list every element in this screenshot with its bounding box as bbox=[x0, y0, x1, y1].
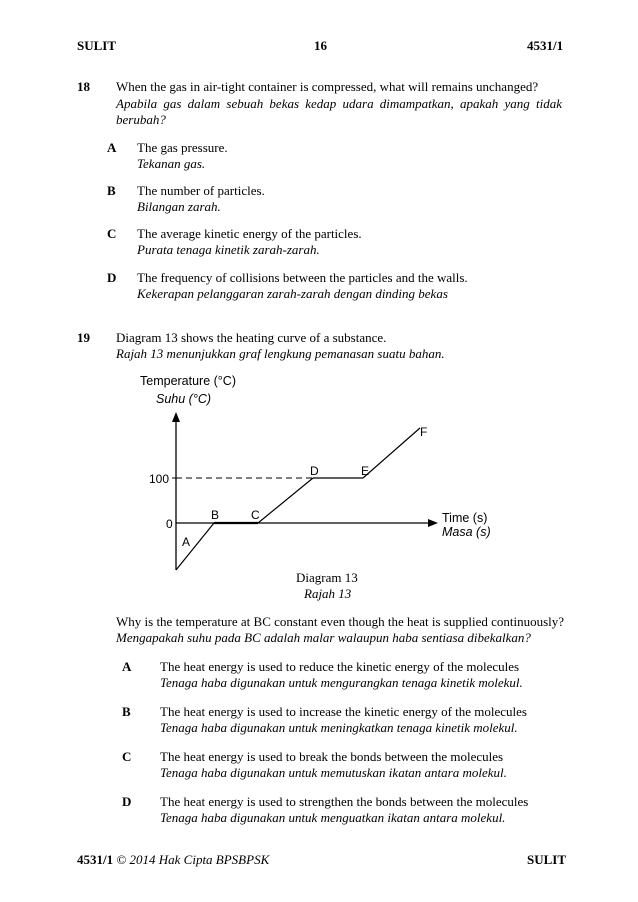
option-text-my: Tekanan gas. bbox=[137, 156, 206, 171]
option-text-en: The heat energy is used to reduce the kinetic energy of the molecules bbox=[160, 659, 520, 674]
y-axis-label-my: Suhu (°C) bbox=[156, 392, 212, 406]
option-text-my: Kekerapan pelanggaran zarah-zarah dengan dinding bekas bbox=[137, 286, 448, 301]
option-letter: B bbox=[107, 183, 116, 198]
x-axis-label: Time (s) bbox=[442, 511, 488, 525]
question-stem-my: Rajah 13 menunjukkan graf lengkung pemanasan suatu bahan. bbox=[116, 346, 445, 361]
header-left: SULIT bbox=[77, 38, 117, 53]
diagram-caption-my: Rajah 13 bbox=[304, 586, 352, 601]
page-number: 16 bbox=[314, 38, 327, 53]
option-letter: A bbox=[107, 140, 117, 155]
option-letter: C bbox=[122, 749, 132, 764]
header-right: 4531/1 bbox=[527, 38, 564, 53]
heating-curve-chart bbox=[130, 368, 510, 578]
question-stem-my: Apabila gas dalam sebuah bekas kedap udara dimampatkan, apakah yang tidak bbox=[116, 96, 562, 111]
point-label-a: A bbox=[182, 535, 191, 549]
option-text-en: The frequency of collisions between the particles and the walls. bbox=[137, 270, 468, 285]
option-letter: D bbox=[107, 270, 117, 285]
y-axis-label: Temperature (°C) bbox=[140, 374, 236, 388]
option-text-my: Tenaga haba digunakan untuk menguatkan ikatan antara molekul. bbox=[160, 810, 506, 825]
option-letter: D bbox=[122, 794, 132, 809]
point-label-c: C bbox=[251, 508, 260, 522]
question-text-en: Why is the temperature at BC constant even though the heat is supplied continuously? bbox=[116, 614, 565, 629]
y-tick-label-0: 0 bbox=[166, 517, 173, 531]
option-text-my: Bilangan zarah. bbox=[137, 199, 221, 214]
point-label-e: E bbox=[361, 464, 370, 478]
point-label-b: B bbox=[211, 508, 220, 522]
option-text-en: The heat energy is used to break the bonds between the molecules bbox=[160, 749, 504, 764]
y-axis-arrowhead bbox=[172, 412, 180, 422]
option-text-my: Tenaga haba digunakan untuk memutuskan ikatan antara molekul. bbox=[160, 765, 507, 780]
x-axis-arrowhead bbox=[428, 519, 438, 527]
point-label-f: F bbox=[420, 425, 428, 439]
question-stem-en: Diagram 13 shows the heating curve of a substance. bbox=[116, 330, 387, 345]
footer-left bbox=[77, 852, 269, 868]
curve-segment-cd bbox=[258, 478, 313, 523]
option-text-en: The heat energy is used to increase the kinetic energy of the molecules bbox=[160, 704, 527, 719]
option-text-en: The number of particles. bbox=[137, 183, 265, 198]
y-tick-label-100: 100 bbox=[149, 472, 170, 486]
option-text-en: The gas pressure. bbox=[137, 140, 228, 155]
footer-copyright: © 2014 Hak Cipta BPSBPSK bbox=[113, 852, 270, 867]
question-stem-en: When the gas in air-tight container is compressed, what will remains unchanged? bbox=[116, 79, 539, 94]
option-text-en: The heat energy is used to strengthen the bonds between the molecules bbox=[160, 794, 529, 809]
x-axis-label-my: Masa (s) bbox=[442, 525, 491, 539]
option-text-my: Purata tenaga kinetik zarah-zarah. bbox=[137, 242, 320, 257]
option-text-my: Tenaga haba digunakan untuk meningkatkan tenaga kinetik molekul. bbox=[160, 720, 518, 735]
point-label-d: D bbox=[310, 464, 319, 478]
diagram-caption-en: Diagram 13 bbox=[296, 570, 358, 585]
question-stem-my-cont: berubah? bbox=[116, 112, 166, 127]
curve-segment-ef bbox=[363, 428, 420, 478]
question-text-my: Mengapakah suhu pada BC adalah malar walaupun haba sentiasa dibekalkan? bbox=[116, 630, 531, 645]
option-text-my: Tenaga haba digunakan untuk mengurangkan tenaga kinetik molekul. bbox=[160, 675, 523, 690]
footer-code: 4531/1 bbox=[77, 852, 114, 867]
option-letter: A bbox=[122, 659, 132, 674]
question-number: 19 bbox=[77, 330, 90, 345]
option-text-en: The average kinetic energy of the particles. bbox=[137, 226, 362, 241]
option-letter: C bbox=[107, 226, 117, 241]
option-letter: B bbox=[122, 704, 131, 719]
footer-right: SULIT bbox=[527, 852, 567, 867]
question-number: 18 bbox=[77, 79, 90, 94]
